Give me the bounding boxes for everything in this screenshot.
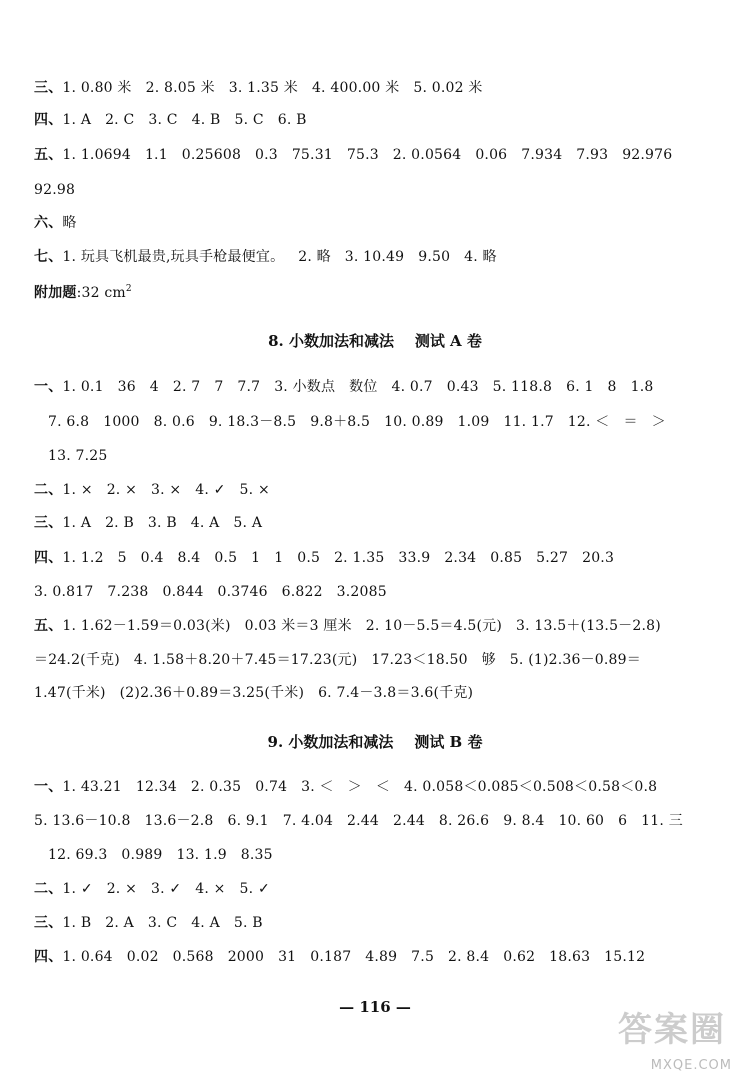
answer-line-san: 三、1. 0.80 米 2. 8.05 米 3. 1.35 米 4. 400.00 米 5. 0.02 米 <box>34 80 483 96</box>
s8-line-wu-cont2: 1.47(千米) (2)2.36＋0.89＝3.25(千米) 6. 7.4－3.8＝3.6(千克) <box>34 685 474 701</box>
s9-line-si: 四、1. 0.64 0.02 0.568 2000 31 0.187 4.89 7.5 2. 8.4 0.62 18.63 15.12 <box>34 949 646 965</box>
page-number: — 116 — <box>339 998 411 1016</box>
answer-line-bonus: 附加题:32 $cm^2$ <box>34 284 132 301</box>
s9-line-er: 二、1. ✓ 2. × 3. ✓ 4. × 5. ✓ <box>34 881 270 897</box>
s8-line-si: 四、1. 1.2 5 0.4 8.4 0.5 1 1 0.5 2. 1.35 33.9 2.34 0.85 5.27 20.3 <box>34 550 615 566</box>
s8-line-wu-cont1: ＝24.2(千克) 4. 1.58＋8.20＋7.45＝17.23(元) 17.23＜18.50 够 5. (1)2.36－0.89＝ <box>34 652 641 668</box>
section-9-title: 9. 小数加法和减法 测试 B 卷 <box>267 733 483 751</box>
watermark-logo: 答案圈 <box>618 1010 726 1050</box>
s8-line-er: 二、1. × 2. × 3. × 4. ✓ 5. × <box>34 482 270 498</box>
section-8-title: 8. 小数加法和减法 测试 A 卷 <box>268 332 482 350</box>
answer-line-liu: 六、略 <box>34 215 77 231</box>
s9-line-yi: 一、1. 43.21 12.34 2. 0.35 0.74 3. ＜ ＞ ＜ 4. 0.058＜0.085＜0.508＜0.58＜0.8 <box>34 779 658 795</box>
s9-line-san: 三、1. B 2. A 3. C 4. A 5. B <box>34 915 263 931</box>
answer-line-wu-cont: 92.98 <box>34 182 76 198</box>
answer-line-wu: 五、1. 1.0694 1.1 0.25608 0.3 75.31 75.3 2. 0.0564 0.06 7.934 7.93 92.976 <box>34 147 673 163</box>
s8-line-san: 三、1. A 2. B 3. B 4. A 5. A <box>34 515 263 531</box>
s9-line-yi-cont1: 5. 13.6－10.8 13.6－2.8 6. 9.1 7. 4.04 2.44 2.44 8. 26.6 9. 8.4 10. 60 6 11. 三 <box>34 813 683 829</box>
watermark-url: MXQE.COM <box>650 1058 732 1073</box>
answer-line-si: 四、1. A 2. C 3. C 4. B 5. C 6. B <box>34 112 307 128</box>
s8-line-si-cont: 3. 0.817 7.238 0.844 0.3746 6.822 3.2085 <box>34 584 387 600</box>
s8-line-yi: 一、1. 0.1 36 4 2. 7 7 7.7 3. 小数点 数位 4. 0.7 0.43 5. 118.8 6. 1 8 1.8 <box>34 379 654 395</box>
s8-line-yi-cont2: 13. 7.25 <box>48 448 108 464</box>
answer-line-qi: 七、1. 玩具飞机最贵,玩具手枪最便宜。 2. 略 3. 10.49 9.50 4. 略 <box>34 249 497 265</box>
s8-line-yi-cont1: 7. 6.8 1000 8. 0.6 9. 18.3－8.5 9.8＋8.5 10. 0.89 1.09 11. 1.7 12. ＜ ＝ ＞ <box>48 414 666 430</box>
s9-line-yi-cont2: 12. 69.3 0.989 13. 1.9 8.35 <box>48 847 273 863</box>
s8-line-wu: 五、1. 1.62－1.59＝0.03(米) 0.03 米＝3 厘米 2. 10－5.5＝4.5(元) 3. 13.5＋(13.5－2.8) <box>34 618 661 634</box>
